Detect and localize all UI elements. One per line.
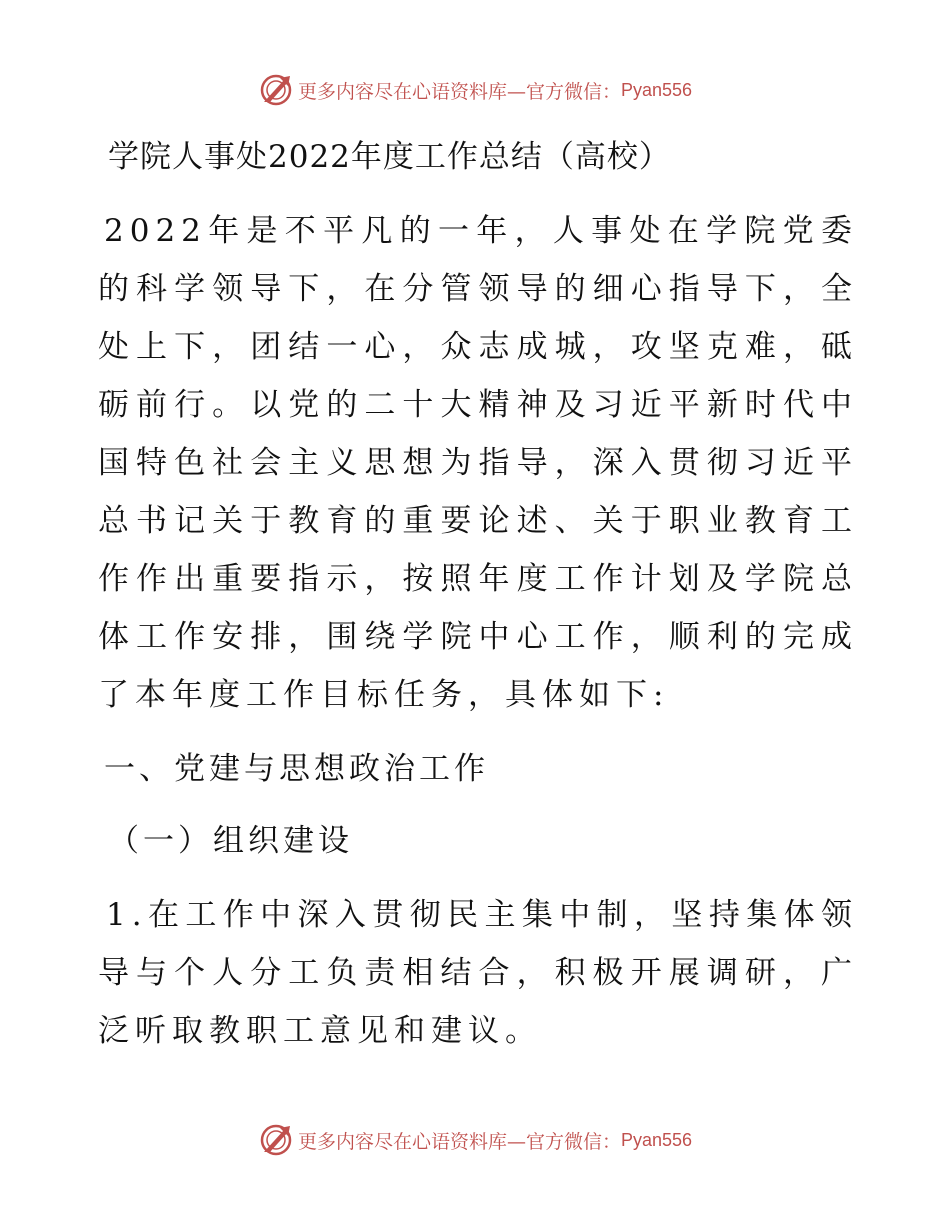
subsection-heading: （一）组织建设: [108, 823, 353, 859]
section-heading: 一、党建与思想政治工作: [104, 751, 489, 787]
intro-paragraph: [98, 202, 858, 724]
document-body: [98, 118, 858, 1060]
watermark-text: 更多内容尽在心语资料库—官方微信：: [297, 80, 621, 103]
intro-paragraph-text: 2022年是不平凡的一年，人事处在学院党委的科学领导下，在分管领导的细心指导下，全处上下，团结一心，众志成城，攻坚克难，砥砺前行。以党的二十大精神及习近平新时代中国特色社会主义思想为指导，深入贯彻习近平总书记关于教育的重要论述、关于职业教育工作作出重要指示，按照年度工作计划及学院总体工作安排，围绕学院中心工作，顺利的完成了本年度工作目标任务，具体如下:: [98, 213, 858, 713]
watermark-banner-bottom: [0, 1120, 950, 1160]
quill-pen-seal-icon: [258, 1122, 294, 1158]
watermark-banner-top: [0, 70, 950, 110]
watermark-text: 更多内容尽在心语资料库—官方微信：: [297, 1130, 621, 1153]
watermark-wechat-id: Pyan556: [620, 1129, 693, 1150]
item-1-paragraph: [98, 886, 858, 1060]
item-1-text: 1.在工作中深入贯彻民主集中制，坚持集体领导与个人分工负责相结合，积极开展调研，广泛听取教职工意见和建议。: [98, 897, 858, 1049]
watermark-wechat-id: Pyan556: [620, 79, 693, 100]
document-title: 学院人事处2022年度工作总结（高校）: [108, 139, 671, 175]
quill-pen-seal-icon: [258, 72, 294, 108]
